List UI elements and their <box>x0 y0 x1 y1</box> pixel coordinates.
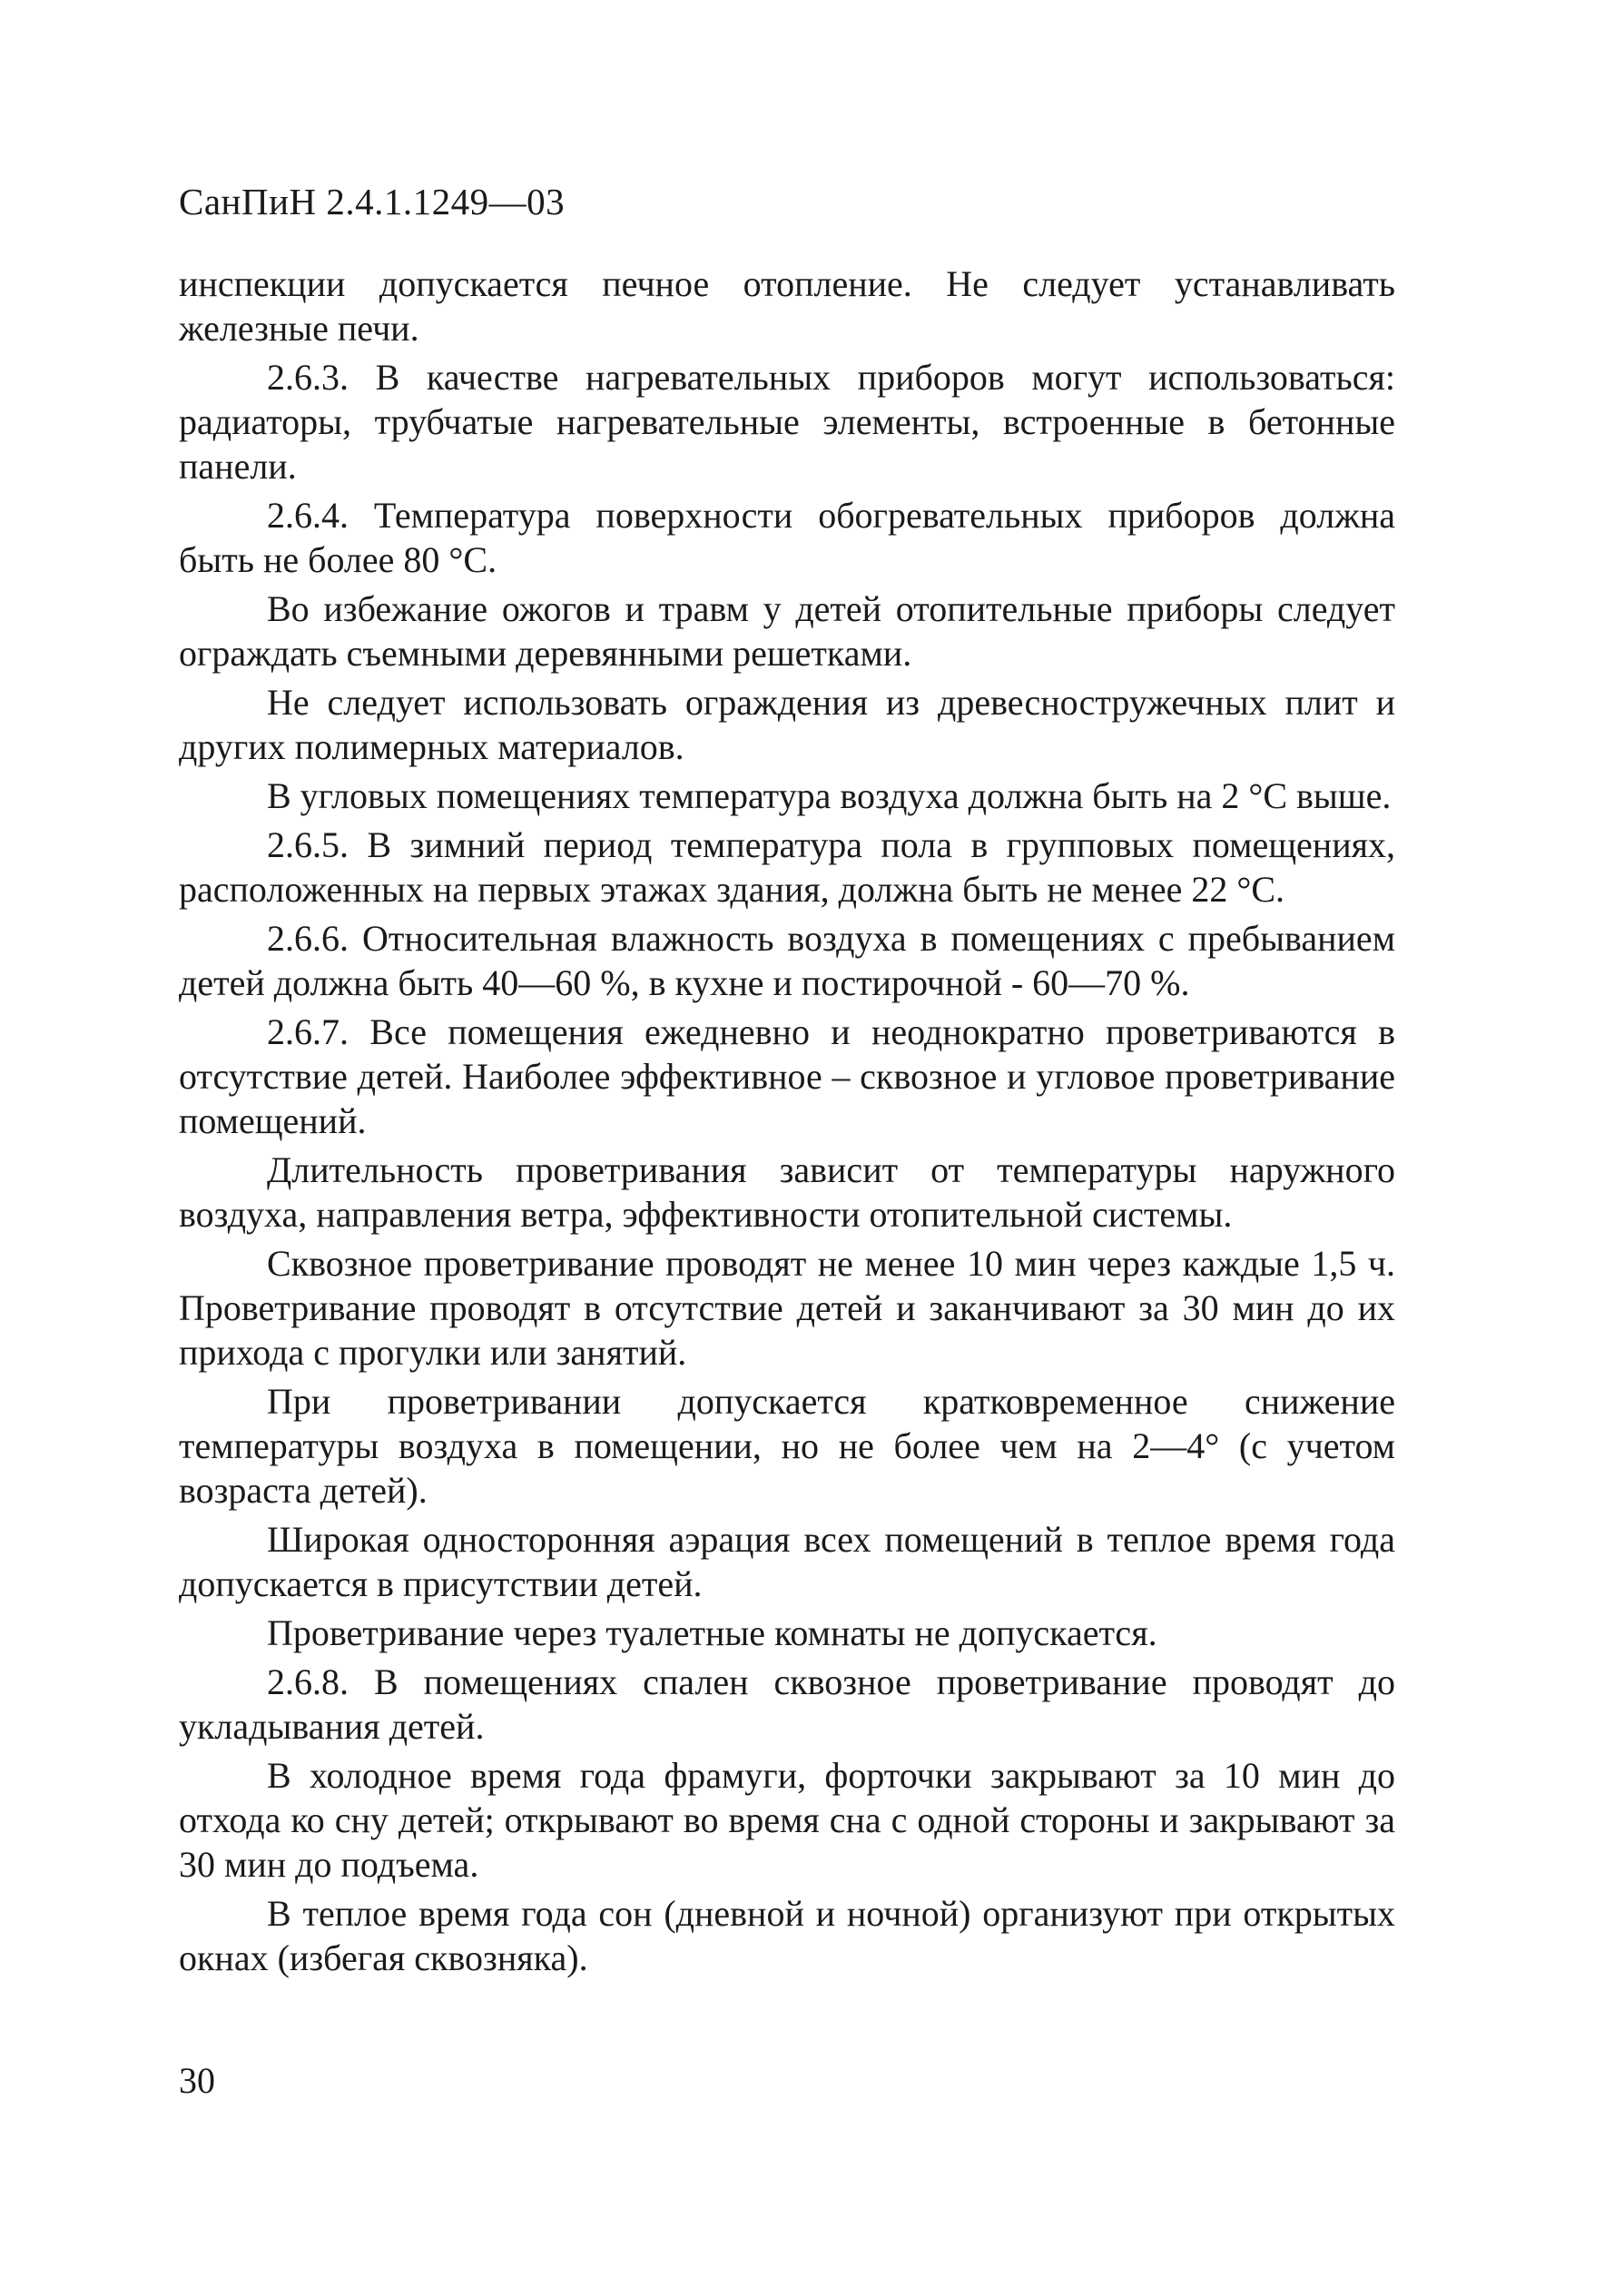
paragraph: Проветривание через туалетные комнаты не допускается. <box>267 1612 1157 1653</box>
paragraph: При проветривании допускается кратковременное снижение температуры воздуха в помещении, но не более чем на 2—4° (с учетом возраста детей). <box>179 1381 1395 1511</box>
paragraph-2-6-5: 2.6.5. В зимний период температура пола в групповых помещениях, расположенных на первых этажах здания, должна быть не менее 22 °С. <box>179 824 1395 910</box>
paragraph: Широкая односторонняя аэрация всех помещений в теплое время года допускается в присутствии детей. <box>179 1519 1395 1604</box>
paragraph: Не следует использовать ограждения из древесностружечных плит и других полимерных материалов. <box>179 682 1395 767</box>
paragraph-2-6-3: 2.6.3. В качестве нагревательных приборов могут использоваться: радиаторы, трубчатые нагревательные элементы, встроенные в бетонные панели. <box>179 357 1395 487</box>
paragraph-2-6-8: 2.6.8. В помещениях спален сквозное проветривание проводят до укладывания детей. <box>179 1661 1395 1747</box>
paragraph: Во избежание ожогов и травм у детей отопительные приборы следует ограждать съемными деревянными решетками. <box>179 588 1395 674</box>
paragraph-continuation: инспекции допускается печное отопление. Не следует устанавливать железные печи. <box>179 263 1395 349</box>
page-number: 30 <box>179 2060 215 2101</box>
document-body <box>179 261 1395 1985</box>
paragraph: В теплое время года сон (дневной и ночной) организуют при открытых окнах (избегая сквозняка). <box>179 1893 1395 1978</box>
document-header: СанПиН 2.4.1.1249—03 <box>179 181 566 222</box>
paragraph-2-6-7: 2.6.7. Все помещения ежедневно и неоднократно проветриваются в отсутствие детей. Наиболее эффективное – сквозное и угловое проветривание помещений. <box>179 1011 1395 1141</box>
paragraph-2-6-4: 2.6.4. Температура поверхности обогревательных приборов должна быть не более 80 °С. <box>179 495 1395 580</box>
paragraph: В холодное время года фрамуги, форточки закрывают за 10 мин до отхода ко сну детей; открывают во время сна с одной стороны и закрывают за 30 мин до подъема. <box>179 1755 1395 1885</box>
paragraph: В угловых помещениях температура воздуха должна быть на 2 °С выше. <box>267 775 1392 816</box>
paragraph-2-6-6: 2.6.6. Относительная влажность воздуха в помещениях с пребыванием детей должна быть 40—60 %, в кухне и постирочной - 60—70 %. <box>179 918 1395 1003</box>
paragraph: Сквозное проветривание проводят не менее 10 мин через каждые 1,5 ч. Проветривание проводят в отсутствие детей и заканчивают за 30 мин до их прихода с прогулки или занятий. <box>179 1243 1395 1373</box>
paragraph: Длительность проветривания зависит от температуры наружного воздуха, направления ветра, эффективности отопительной системы. <box>179 1149 1395 1235</box>
